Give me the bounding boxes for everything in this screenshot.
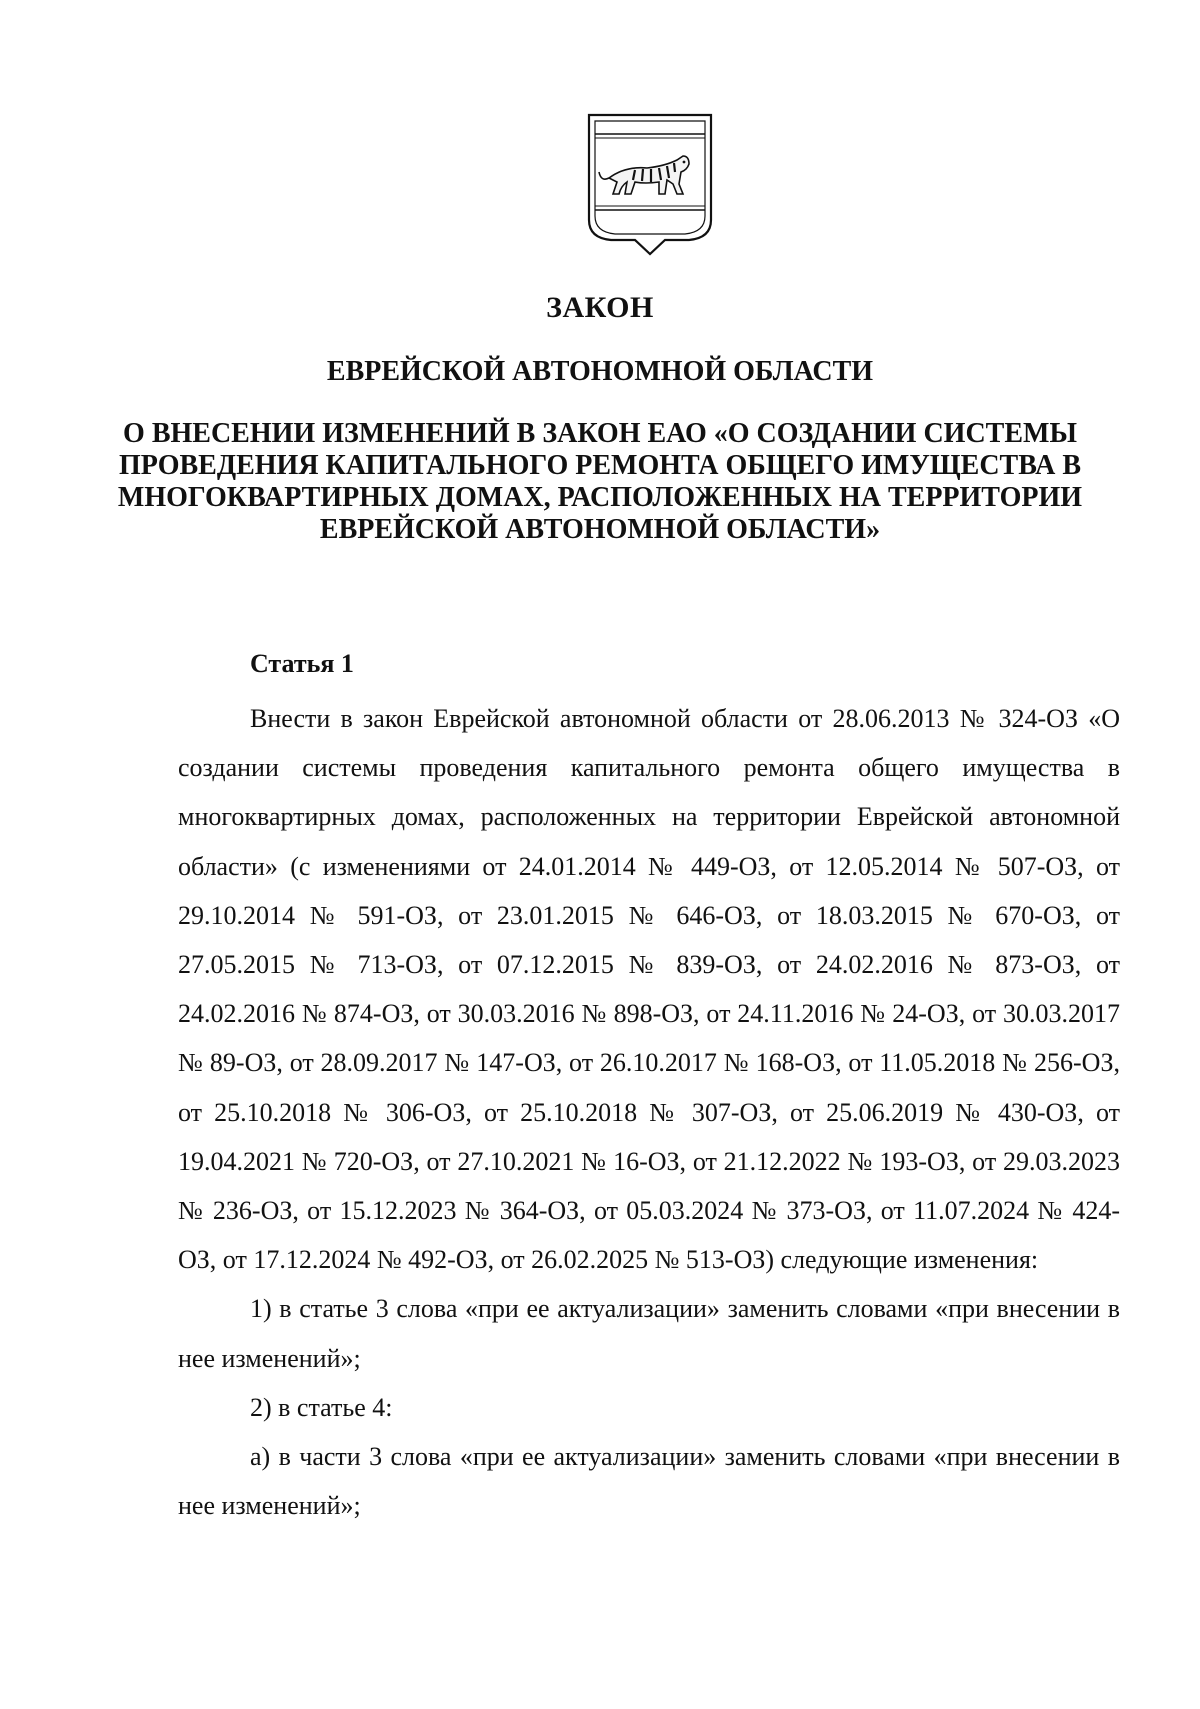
coat-of-arms-emblem [585,112,715,258]
law-subject-title: О ВНЕСЕНИИ ИЗМЕНЕНИЙ В ЗАКОН ЕАО «О СОЗДАНИИ СИСТЕМЫ ПРОВЕДЕНИЯ КАПИТАЛЬНОГО РЕМОНТА ОБЩЕГО ИМУЩЕСТВА В МНОГОКВАРТИРНЫХ ДОМАХ, РАСПОЛОЖЕННЫХ НА ТЕРРИТОРИИ ЕВРЕЙСКОЙ АВТОНОМНОЙ ОБЛАСТИ» [117,418,1083,545]
paragraph-item-2: 2) в статье 4: [250,1392,393,1422]
document-title: ЗАКОН [546,291,654,324]
paragraph-intro: Внести в закон Еврейской автономной области от 28.06.2013 № 324-ОЗ «О создании системы проведения капитального ремонта общего имущества в многоквартирных домах, расположенных на территории Еврейской автономной области» (с изменениями от 24.01.2014 № 449-ОЗ, от 12.05.2014 № 507-ОЗ, от 29.10.2014 № 591-ОЗ, от 23.01.2015 № 646-ОЗ, от 18.03.2015 № 670-ОЗ, от 27.05.2015 № 713-ОЗ, от 07.12.2015 № 839-ОЗ, от 24.02.2016 № 873-ОЗ, от 24.02.2016 № 874-ОЗ, от 30.03.2016 № 898-ОЗ, от 24.11.2016 № 24-ОЗ, от 30.03.2017 № 89-ОЗ, от 28.09.2017 № 147-ОЗ, от 26.10.2017 № 168-ОЗ, от 11.05.2018 № 256-ОЗ, от 25.10.2018 № 306-ОЗ, от 25.10.2018 № 307-ОЗ, от 25.06.2019 № 430-ОЗ, от 19.04.2021 № 720-ОЗ, от 27.10.2021 № 16-ОЗ, от 21.12.2022 № 193-ОЗ, от 29.03.2023 № 236-ОЗ, от 15.12.2023 № 364-ОЗ, от 05.03.2024 № 373-ОЗ, от 11.07.2024 № 424-ОЗ, от 17.12.2024 № 492-ОЗ, от 26.02.2025 № 513-ОЗ) следующие изменения: [178,704,1120,1275]
article-body [178,694,1120,1530]
paragraph-item-1: 1) в статье 3 слова «при ее актуализации» заменить словами «при внесении в нее изменений»; [178,1294,1120,1373]
issuing-region: ЕВРЕЙСКОЙ АВТОНОМНОЙ ОБЛАСТИ [326,356,874,387]
paragraph-item-2a: а) в части 3 слова «при ее актуализации» заменить словами «при внесении в нее изменений»; [178,1442,1120,1521]
article-heading: Статья 1 [250,649,354,678]
